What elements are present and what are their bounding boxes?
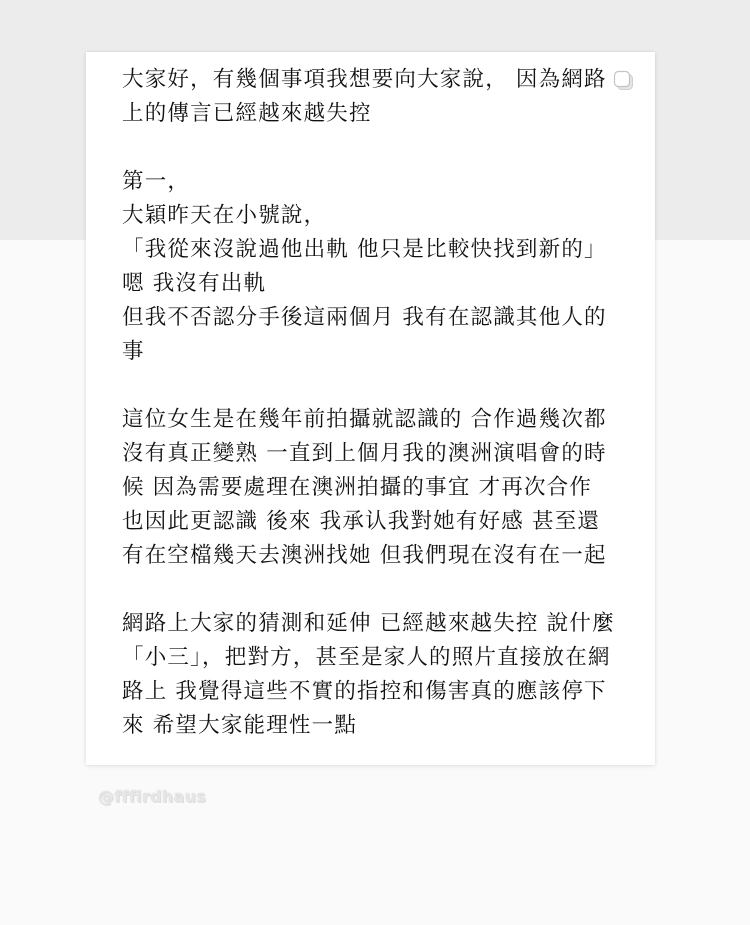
note-line: 這位女生是在幾年前拍攝就認識的 合作過幾次都 <box>122 407 607 432</box>
paragraph-gap <box>122 369 622 403</box>
note-line: 嗯 我沒有出軌 <box>122 271 267 296</box>
note-line: 但我不否認分手後這兩個月 我有在認識其他人的 <box>122 305 607 330</box>
note-line: 「小三」，把對方，甚至是家人的照片直接放在網 <box>122 645 611 670</box>
note-line: 有在空檔幾天去澳洲找她 但我們現在沒有在一起 <box>122 543 607 568</box>
note-line: 也因此更認識 後來 我承认我對她有好感 甚至還 <box>122 509 601 534</box>
note-line: 大家好，有幾個事項我想要向大家說， 因為網路 <box>122 67 607 92</box>
note-line: 上的傳言已經越來越失控 <box>122 101 372 126</box>
paragraph-gap <box>122 131 622 165</box>
note-line: 大穎昨天在小號說， <box>122 203 327 228</box>
note-line: 事 <box>122 339 145 364</box>
note-line: 候 因為需要處理在澳洲拍攝的事宜 才再次合作 <box>122 475 593 500</box>
paragraph-gap <box>122 573 622 607</box>
note-line: 第一， <box>122 169 191 194</box>
note-text <box>122 63 622 743</box>
note-line: 來 希望大家能理性一點 <box>122 713 358 738</box>
note-line: 路上 我覺得這些不實的指控和傷害真的應該停下 <box>122 679 607 704</box>
watermark: @fffirdhaus <box>98 787 207 806</box>
note-line: 「我從來沒說過他出軌 他只是比較快找到新的」 <box>122 237 607 262</box>
note-line: 網路上大家的猜測和延伸 已經越來越失控 說什麼 <box>122 611 615 636</box>
note-line: 沒有真正變熟 一直到上個月我的澳洲演唱會的時 <box>122 441 607 466</box>
note-card <box>86 52 655 765</box>
